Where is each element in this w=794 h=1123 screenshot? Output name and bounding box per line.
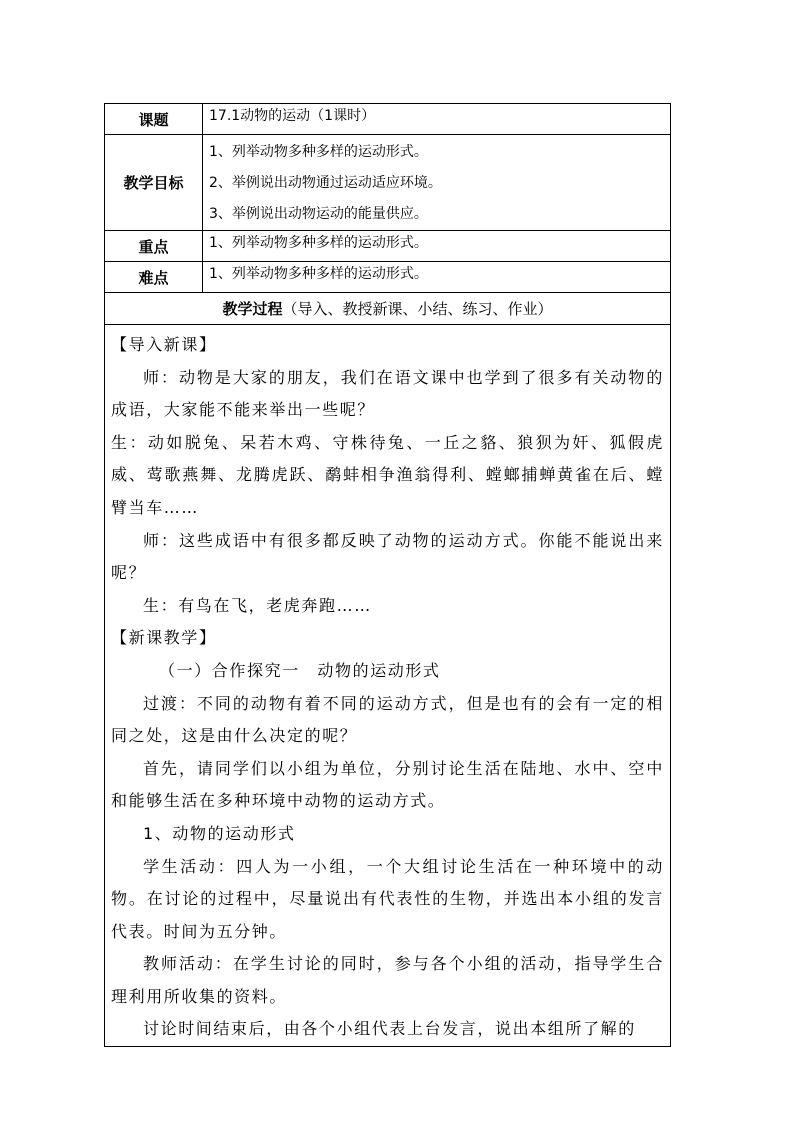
goal-item: 2、举例说出动物通过运动适应环境。 bbox=[209, 175, 442, 191]
paragraph: 教师活动：在学生讨论的同时，参与各个小组的活动，指导学生合理利用所收集的资料。 bbox=[111, 954, 664, 1006]
goals-label: 教学目标 bbox=[105, 135, 203, 231]
paragraph: 首先，请同学们以小组为单位，分别讨论生活在陆地、水中、空中和能够生活在多种环境中动物的运动方式。 bbox=[111, 758, 664, 811]
paragraph: 师：动物是大家的朋友，我们在语文课中也学到了很多有关动物的成语，大家能不能来举出一些呢？ bbox=[111, 367, 664, 420]
paragraph: 学生活动：四人为一小组，一个大组讨论生活在一种环境中的动物。在讨论的过程中，尽量说出有代表性的生物，并选出本小组的发言代表。时间为五分钟。 bbox=[111, 856, 664, 941]
goals-row bbox=[105, 135, 671, 231]
process-header-row bbox=[105, 293, 671, 325]
goal-item: 1、列举动物多种多样的运动形式。 bbox=[209, 144, 428, 160]
process-header bbox=[105, 293, 671, 325]
title-label: 课题 bbox=[105, 104, 203, 135]
title-value: 17.1动物的运动（1课时） bbox=[203, 104, 671, 135]
process-note: （导入、教授新课、小结、练习、作业） bbox=[282, 300, 553, 318]
difficulty-label: 难点 bbox=[105, 262, 203, 293]
section-heading-new-lesson: 【新课教学】 bbox=[111, 628, 217, 648]
process-heading: 教学过程 bbox=[222, 300, 283, 318]
paragraph: 生：有鸟在飞，老虎奔跑…… bbox=[143, 595, 372, 615]
process-body bbox=[105, 325, 671, 1047]
goals-list bbox=[203, 135, 671, 231]
difficulty-row bbox=[105, 262, 671, 293]
lesson-plan-table bbox=[104, 103, 671, 1047]
key-point-row bbox=[105, 231, 671, 262]
subsection-heading: （一）合作探究一 动物的运动形式 bbox=[159, 660, 441, 680]
list-item: 1、动物的运动形式 bbox=[143, 823, 296, 843]
process-body-row bbox=[105, 325, 671, 1047]
paragraph: 生：动如脱兔、呆若木鸡、守株待兔、一丘之貉、狼狈为奸、狐假虎威、莺歌燕舞、龙腾虎跃、鹬蚌相争渔翁得利、螳螂捕蝉黄雀在后、螳臂当车…… bbox=[111, 432, 664, 517]
paragraph: 讨论时间结束后，由各个小组代表上台发言，说出本组所了解的 bbox=[143, 1019, 636, 1039]
paragraph: 过渡：不同的动物有着不同的运动方式，但是也有的会有一定的相同之处，这是由什么决定的呢？ bbox=[111, 693, 664, 746]
difficulty-value: 1、列举动物多种多样的运动形式。 bbox=[203, 262, 671, 293]
goal-item: 3、举例说出动物运动的能量供应。 bbox=[209, 206, 428, 222]
title-row bbox=[105, 104, 671, 135]
key-point-value: 1、列举动物多种多样的运动形式。 bbox=[203, 231, 671, 262]
paragraph: 师：这些成语中有很多都反映了动物的运动方式。你能不能说出来呢？ bbox=[111, 530, 664, 583]
key-point-label: 重点 bbox=[105, 231, 203, 262]
section-heading-intro: 【导入新课】 bbox=[111, 335, 217, 354]
